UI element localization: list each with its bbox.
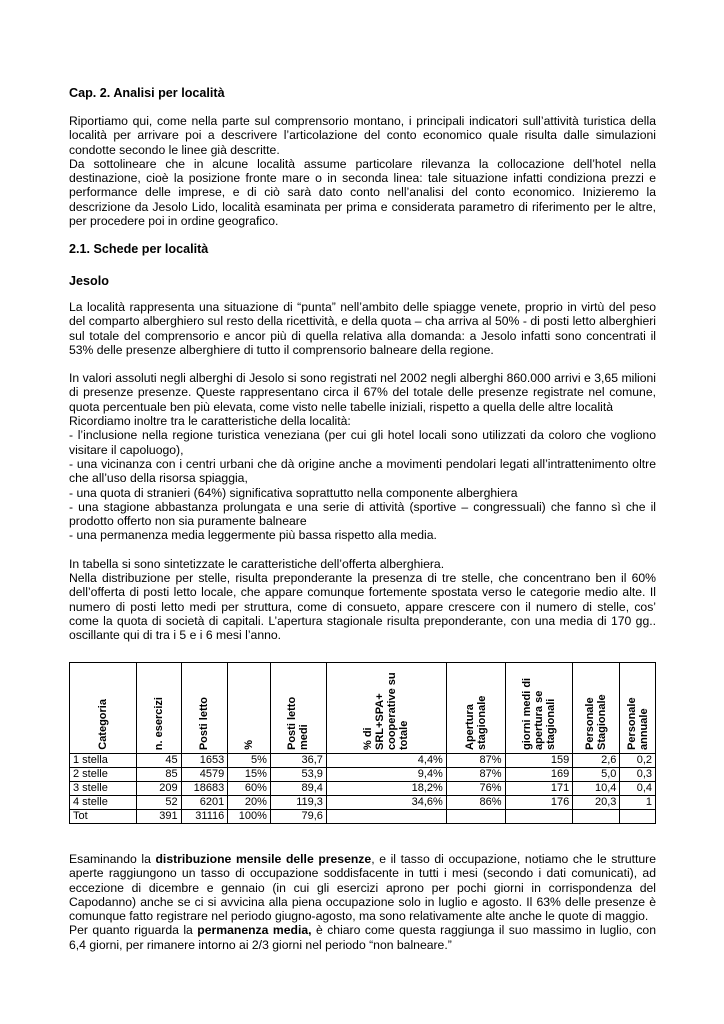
- col-header-pers-stagionale: Personale Stagionale: [573, 663, 620, 754]
- col-header-posti-letto-medi: Posti letto medi: [270, 663, 326, 754]
- list-item: - una vicinanza con i centri urbani che dà origine anche a movimenti pendolari legati all’intrattenimento oltre che all’uso della risorsa spiaggia,: [69, 456, 656, 486]
- intro-block: [69, 114, 656, 228]
- table-row-total: Tot 391 31116 100% 79,6: [70, 810, 656, 824]
- col-header-categoria: Categoria: [70, 663, 137, 754]
- bold-phrase: distribuzione mensile delle presenze: [155, 852, 372, 866]
- list-item: - una permanenza media leggermente più bassa rispetto alla media.: [69, 528, 437, 543]
- closing-block: [69, 852, 656, 952]
- chapter-title: Cap. 2. Analisi per località: [69, 86, 225, 100]
- table-row: 2 stelle 85 4579 15% 53,9 9,4% 87% 169 5,0 0,3: [70, 768, 656, 782]
- closing-paragraph-1: Esaminando la distribuzione mensile delle presenze, e il tasso di occupazione, notiamo che le strutture aperte raggiungono un tasso di occupazione soddisfacente in tutti i mesi (secondo i dati comunicati), ad eccezione di dicembre e gennaio (in cui gli esercizi aprono per pochi giorni in corrispondenza del Capodanno) anche se ci si avvicina alla piena occupazione solo in luglio e agosto. Il 63% delle presenze è comunque fatto registrare nel periodo giugno-agosto, ma sono relativamente alte anche le quote di maggio.: [69, 852, 656, 924]
- list-item: - l’inclusione nella regione turistica veneziana (per cui gli hotel locali sono utilizzati da coloro che vogliono visitare il capoluogo),: [69, 428, 656, 457]
- table-row: 3 stelle 209 18683 60% 89,4 18,2% 76% 171 10,4 0,4: [70, 782, 656, 796]
- table-row: 4 stelle 52 6201 20% 119,3 34,6% 86% 176 20,3 1: [70, 796, 656, 810]
- section-title: 2.1. Schede per località: [69, 242, 209, 256]
- col-header-percent: %: [228, 663, 271, 754]
- jesolo-paragraph-5: Nella distribuzione per stelle, risulta preponderante la presenza di tre stelle, che concentrano ben il 60% dell’offerta di posti letto locale, che appare comunque fortemente spostata verso le categorie medio alte. Il numero di posti letto medi per struttura, come di consueto, appare crescere con il numero di stelle, cos’ come la quota di società di capitali. L’apertura stagionale risulta preponderante, con una media di 170 gg.. oscillante qui di tra i 5 e i 6 mesi l’anno.: [69, 571, 656, 643]
- col-header-pers-annuale: Personale annuale: [620, 663, 656, 754]
- bold-phrase: permanenza media,: [197, 923, 312, 938]
- col-header-posti-letto: Posti letto: [181, 663, 228, 754]
- table-row: 1 stella 45 1653 5% 36,7 4,4% 87% 159 2,6 0,2: [70, 754, 656, 768]
- table-header-row: [70, 663, 656, 754]
- list-item: - una quota di stranieri (64%) significativa soprattutto nella componente alberghiera: [69, 485, 518, 500]
- col-header-esercizi: n. esercizi: [137, 663, 181, 754]
- jesolo-block: [69, 300, 656, 643]
- jesolo-paragraph-1: La località rappresenta una situazione di “punta” nell’ambito delle spiagge venete, proprio in virtù del peso del comparto alberghiero sul resto della ricettività, e della quota – cha arriva al 50% - di posti letto alberghieri sul totale del comprensorio e ancor più di quella relativa alla domanda: a Jesolo infatti sono concentrati il 53% delle presenze alberghiere di tutto il comprensorio balneare della regione.: [69, 300, 656, 357]
- intro-paragraph-2: Da sottolineare che in alcune località assume particolare rilevanza la collocazione dell’hotel nella destinazione, cioè la posizione fronte mare o in seconda linea: tale situazione infatti condiziona prezzi e performance delle imprese, e di ciò sarà dato conto nell’analisi del conto economico. Inizieremo la descrizione da Jesolo Lido, località esaminata per prima e considerata parametro di riferimento per le altre, per procedere poi in ordine geografico.: [69, 156, 656, 229]
- subsection-title: Jesolo: [69, 274, 109, 288]
- closing-paragraph-2: Per quanto riguarda la permanenza media, è chiaro come questa raggiunga il suo massimo in luglio, con 6,4 giorni, per rimanere intorno ai 2/3 giorni nel periodo “non balneare.”: [69, 923, 656, 952]
- list-item: - una stagione abbastanza prolungata e una serie di attività (sportive – congressuali) che fanno sì che il prodotto offerto non sia puramente balneare: [69, 499, 656, 529]
- jesolo-paragraph-4: In tabella si sono sintetizzate le caratteristiche dell’offerta alberghiera.: [69, 556, 445, 571]
- intro-paragraph-1: Riportiamo qui, come nella parte sul comprensorio montano, i principali indicatori sull’attività turistica della località per arrivare poi a descrivere l’articolazione del conto economico quale risulta dalle simulazioni condotte secondo le linee già descritte.: [69, 114, 656, 157]
- jesolo-paragraph-3: Ricordiamo inoltre tra le caratteristiche della località:: [69, 414, 351, 429]
- hotel-offer-table: [69, 662, 656, 824]
- jesolo-paragraph-2: In valori assoluti negli alberghi di Jesolo si sono registrati nel 2002 negli alberghi 860.000 arrivi e 3,65 milioni di presenze presenze. Queste rappresentano circa il 67% del totale delle presenze registrate nel comune, quota percentuale ben più elevata, come visto nelle tabelle iniziali, rispetto a quella delle altre località: [69, 371, 656, 414]
- col-header-apertura: Apertura stagionale: [446, 663, 505, 754]
- col-header-giorni-medi: giorni medi di apertura se stagionali: [505, 663, 573, 754]
- col-header-srl-spa: % di SRL+SPA+ cooperative su totale: [326, 663, 446, 754]
